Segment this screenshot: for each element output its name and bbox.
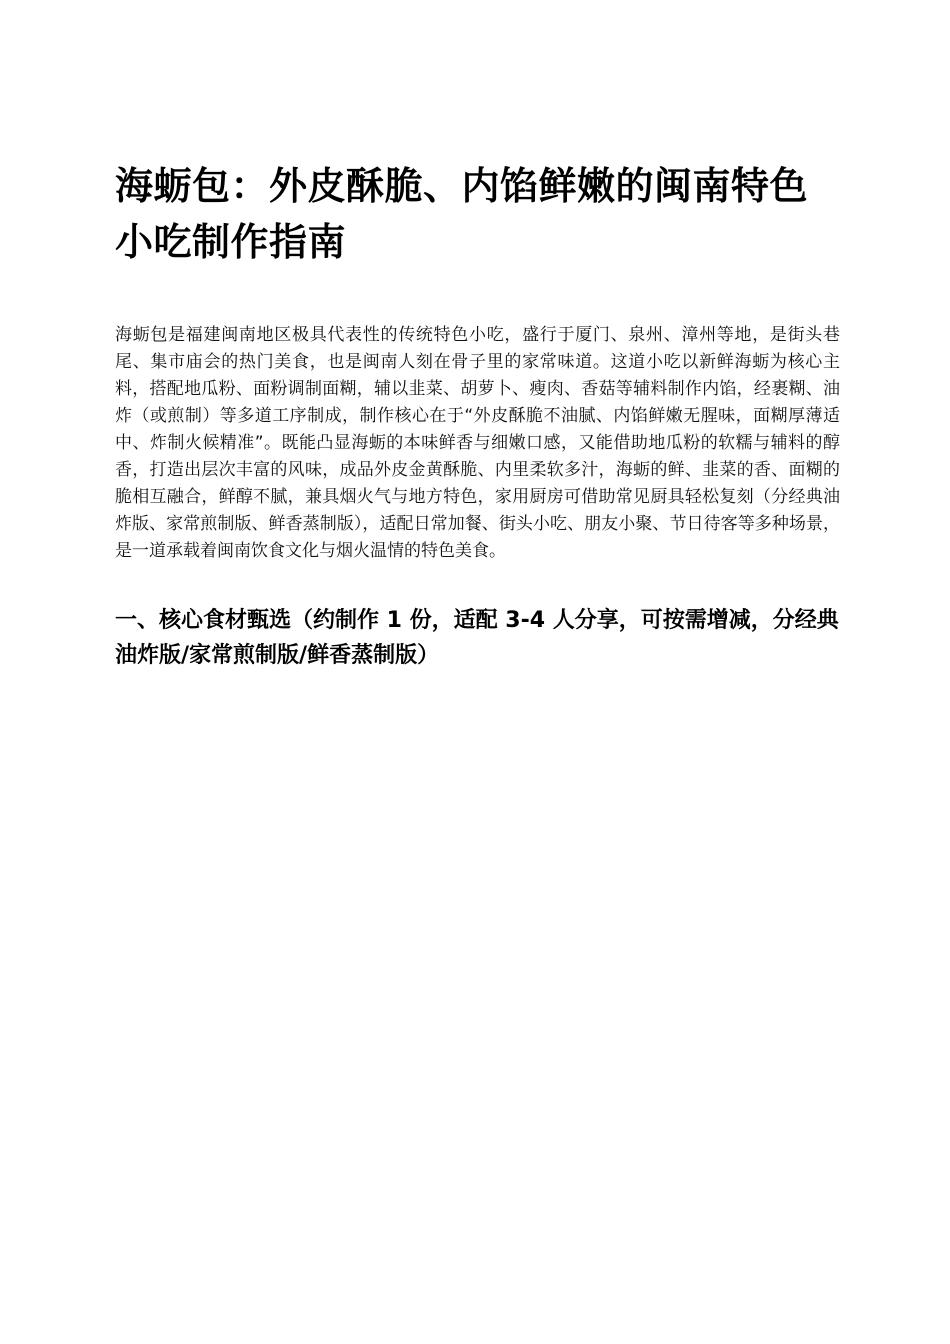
section-heading-ingredients: 一、核心食材甄选（约制作 1 份，适配 3-4 人分享，可按需增减，分经典油炸版/家常煎制版/鲜香蒸制版）: [115, 608, 839, 668]
intro-paragraph: 海蛎包是福建闽南地区极具代表性的传统特色小吃，盛行于厦门、泉州、漳州等地，是街头巷尾、集市庙会的热门美食，也是闽南人刻在骨子里的家常味道。这道小吃以新鲜海蛎为核心主料，搭配地瓜粉、面粉调制面糊，辅以韭菜、胡萝卜、瘦肉、香菇等辅料制作内馅，经裹糊、油炸（或煎制）等多道工序制成，制作核心在于“外皮酥脆不油腻、内馅鲜嫩无腥味，面糊厚薄适中、炸制火候精准”。既能凸显海蛎的本味鲜香与细嫩口感，又能借助地瓜粉的软糯与辅料的醇香，打造出层次丰富的风味，成品外皮金黄酥脆、内里柔软多汁，海蛎的鲜、韭菜的香、面糊的脆相互融合，鲜醇不腻，兼具烟火气与地方特色，家用厨房可借助常见厨具轻松复刻（分经典油炸版、家常煎制版、鲜香蒸制版），适配日常加餐、街头小吃、朋友小聚、节日待客等多种场景，是一道承载着闽南饮食文化与烟火温情的特色美食。: [115, 325, 840, 561]
document-title: 海蛎包：外皮酥脆、内馅鲜嫩的闽南特色小吃制作指南: [115, 164, 809, 264]
